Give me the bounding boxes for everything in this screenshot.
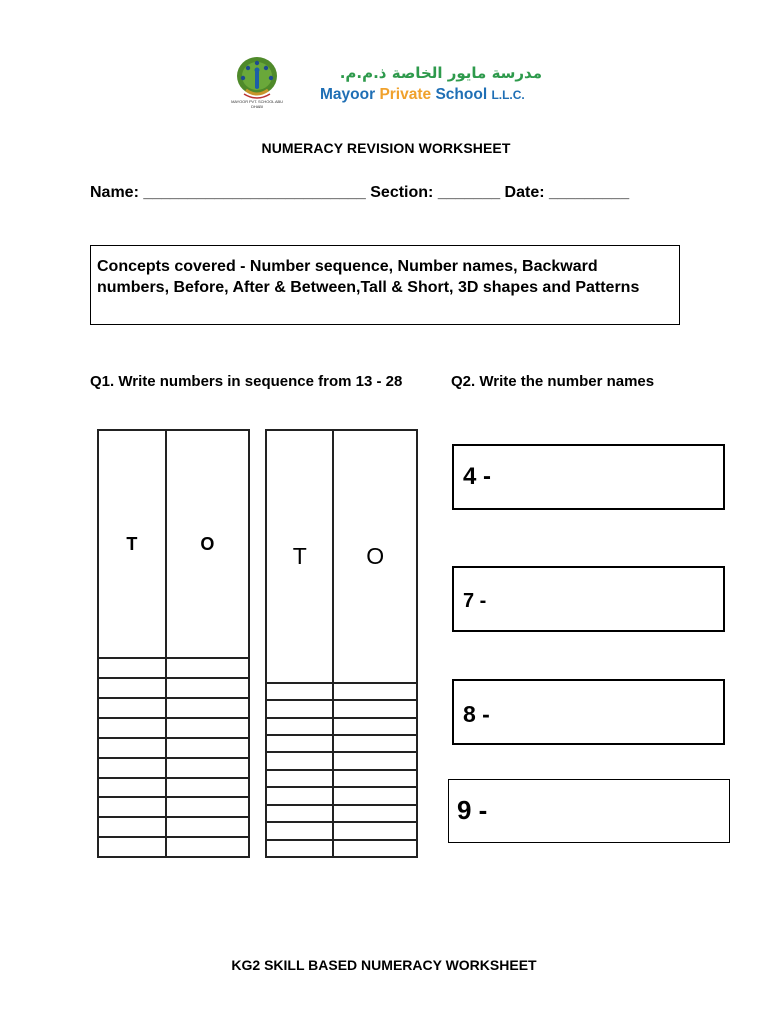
grid-cell-ones[interactable] [166,758,249,778]
number-name-label: 4 - [463,463,492,490]
grid-writing-row [98,817,249,837]
grid-cell-tens[interactable] [98,658,166,678]
grid-writing-row [98,797,249,817]
grid-cell-tens[interactable] [266,787,333,804]
grid-cell-ones[interactable] [333,787,417,804]
grid-header-tens: T [266,430,333,683]
grid-writing-row [98,678,249,698]
grid-cell-tens[interactable] [98,797,166,817]
grid-cell-ones[interactable] [333,683,417,700]
grid-cell-ones[interactable] [333,840,417,858]
concepts-box: Concepts covered - Number sequence, Number names, Backward numbers, Before, After & Between,Tall & Short, 3D shapes and Patterns [90,245,680,325]
grid-writing-row [266,700,417,717]
grid-cell-ones[interactable] [333,700,417,717]
worksheet-footer: KG2 SKILL BASED NUMERACY WORKSHEET [231,957,537,973]
worksheet-title: NUMERACY REVISION WORKSHEET [261,140,511,156]
grid-cell-ones[interactable] [333,735,417,752]
number-name-box-8[interactable] [452,679,725,745]
grid-cell-tens[interactable] [98,718,166,738]
school-name-word: Private [379,86,432,103]
grid-cell-tens[interactable] [98,817,166,837]
grid-writing-row [266,840,417,858]
number-name-box-7[interactable] [452,566,725,632]
grid-header-row [98,430,249,658]
tens-ones-grid-right [265,429,418,858]
grid-cell-ones[interactable] [333,770,417,787]
grid-writing-row [98,758,249,778]
question-2-label: Q2. Write the number names [451,373,655,390]
question-1-label: Q1. Write numbers in sequence from 13 - 28 [90,373,403,390]
grid-cell-tens[interactable] [98,837,166,857]
grid-writing-row [98,837,249,857]
number-name-box-4[interactable] [452,444,725,510]
grid-writing-row [266,735,417,752]
number-name-label: 7 - [463,590,487,612]
crest-caption: MAYOOR PVT. SCHOOL ABU DHABI [231,99,283,109]
grid-writing-row [98,718,249,738]
grid-cell-ones[interactable] [166,797,249,817]
grid-cell-ones[interactable] [333,752,417,769]
grid-cell-tens[interactable] [266,840,333,858]
student-info-line[interactable]: Name: _________________________ Section: _______ Date: _________ [90,184,630,201]
school-name-suffix: L.L.C. [491,88,525,102]
grid-cell-ones[interactable] [333,718,417,735]
grid-cell-tens[interactable] [266,805,333,822]
grid-cell-ones[interactable] [166,837,249,857]
grid-writing-row [266,805,417,822]
grid-header-ones: O [333,430,417,683]
school-name-arabic: مدرسة مايور الخاصة ذ.م.م. [339,64,542,82]
grid-cell-ones[interactable] [166,718,249,738]
number-name-label: 9 - [457,795,488,825]
grid-cell-tens[interactable] [266,735,333,752]
school-name-word: School [435,86,488,103]
grid-writing-row [266,752,417,769]
number-name-label: 8 - [463,701,490,727]
school-name-word: Mayoor [320,86,376,103]
grid-writing-row [98,778,249,798]
grid-cell-ones[interactable] [166,778,249,798]
grid-cell-ones[interactable] [166,817,249,837]
grid-cell-tens[interactable] [266,700,333,717]
grid-writing-row [266,822,417,839]
grid-cell-tens[interactable] [266,822,333,839]
tens-ones-grid-left [97,429,250,858]
grid-cell-tens[interactable] [266,752,333,769]
grid-writing-row [98,738,249,758]
grid-cell-tens[interactable] [98,698,166,718]
grid-cell-ones[interactable] [166,698,249,718]
grid-cell-tens[interactable] [98,738,166,758]
grid-header-tens: T [98,430,166,658]
grid-cell-ones[interactable] [333,805,417,822]
grid-writing-row [266,770,417,787]
school-name-english [320,86,525,104]
grid-cell-tens[interactable] [266,683,333,700]
grid-cell-tens[interactable] [266,718,333,735]
grid-cell-tens[interactable] [98,758,166,778]
grid-header-row [266,430,417,683]
grid-cell-ones[interactable] [166,738,249,758]
grid-writing-row [266,683,417,700]
grid-writing-row [266,787,417,804]
grid-cell-ones[interactable] [333,822,417,839]
number-name-box-9[interactable] [448,779,730,843]
grid-cell-ones[interactable] [166,658,249,678]
grid-cell-tens[interactable] [98,678,166,698]
grid-cell-tens[interactable] [98,778,166,798]
grid-writing-row [98,658,249,678]
grid-cell-tens[interactable] [266,770,333,787]
grid-writing-row [98,698,249,718]
grid-writing-row [266,718,417,735]
grid-header-ones: O [166,430,249,658]
grid-cell-ones[interactable] [166,678,249,698]
